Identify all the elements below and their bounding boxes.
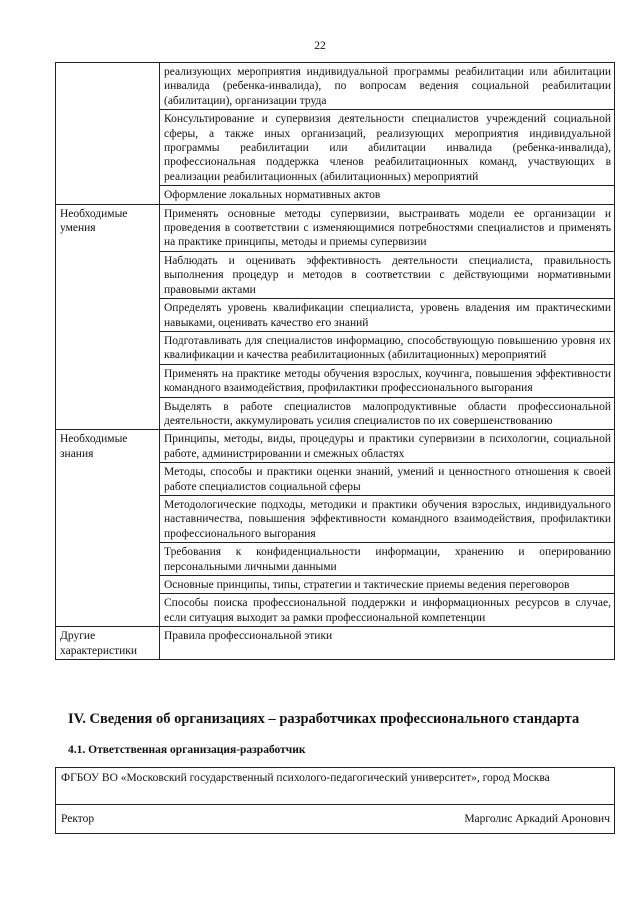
table-row — [56, 63, 615, 110]
section-title: IV. Сведения об организациях – разработчиках профессионального стандарта — [68, 711, 580, 727]
row-label-skills: Необходимые умения — [56, 204, 160, 430]
row-text: Методы, способы и практики оценки знаний, умений и ценностного отношения к своей работе специалистов социальной сферы — [160, 463, 615, 496]
row-text: реализующих мероприятия индивидуальной программы реабилитации или абилитации инвалида (ребенка-инвалида), по вопросам ведения социальной реабилитации (абилитации), организации труда — [160, 63, 615, 110]
row-text: Подготавливать для специалистов информацию, способствующую повышению уровня их квалификации и качества реабилитационных (абилитационных) мероприятий — [160, 331, 615, 364]
signatory-cell — [56, 805, 615, 834]
row-label-other: Другие характеристики — [56, 627, 160, 660]
row-label-knowledge: Необходимые знания — [56, 430, 160, 627]
row-text: Методологические подходы, методики и практики обучения взрослых, индивидуального наставничества, повышения эффективности командного взаимодействия, профилактики профессионального выгорания — [160, 495, 615, 542]
row-text: Выделять в работе специалистов малопродуктивные области профессиональной деятельности, аккумулировать усилия специалистов по их совершенствованию — [160, 397, 615, 430]
row-text: Консультирование и супервизия деятельности специалистов учреждений социальной сферы, а также иных организаций, реализующих мероприятия индивидуальной программы реабилитации или абилитации инвалида (ребенка-инвалида), профессиональная поддержка членов реабилитационных команд, участвующих в реализации реабилитационных (абилитационных) мероприятий — [160, 110, 615, 186]
page-number: 22 — [314, 40, 326, 52]
row-text: Требования к конфиденциальности информации, хранению и оперированию персональными личными данными — [160, 543, 615, 576]
row-text: Применять на практике методы обучения взрослых, коучинга, повышения эффективности командного взаимодействия, профилактики профессионального выгорания — [160, 364, 615, 397]
signatory-position: Ректор — [61, 812, 95, 825]
row-text: Принципы, методы, виды, процедуры и практики супервизии в психологии, социальной работе, администрировании и смежных областях — [160, 430, 615, 463]
organization-name: ФГБОУ ВО «Московский государственный психолого-педагогический университет», город Москва — [56, 768, 615, 805]
row-label — [56, 63, 160, 205]
table-row — [56, 430, 615, 463]
subsection-title: 4.1. Ответственная организация-разработчик — [68, 744, 306, 756]
table-row — [56, 204, 615, 251]
row-text: Применять основные методы супервизии, выстраивать модели ее организации и проведения в соответствии с изменяющимися потребностями специалистов и применять на практике принципы, методы и приемы супервизии — [160, 204, 615, 251]
row-text: Правила профессиональной этики — [160, 627, 615, 660]
row-text: Определять уровень квалификации специалиста, уровень владения им практическими навыками, оценивать качество его знаний — [160, 299, 615, 332]
competency-table — [55, 62, 615, 660]
table-row — [56, 768, 615, 805]
row-text: Способы поиска профессиональной поддержки и информационных ресурсов в случае, если ситуация выходит за рамки профессиональной компетенции — [160, 594, 615, 627]
row-text: Основные принципы, типы, стратегии и тактические приемы ведения переговоров — [160, 576, 615, 594]
signatory-name: Марголис Аркадий Аронович — [464, 812, 610, 825]
table-row — [56, 627, 615, 660]
row-text: Оформление локальных нормативных актов — [160, 186, 615, 204]
row-text: Наблюдать и оценивать эффективность деятельности специалиста, правильность выполнения процедур и методов в соответствии с действующими нормативными правовыми актами — [160, 251, 615, 298]
organization-table — [55, 767, 615, 834]
table-row — [56, 805, 615, 834]
